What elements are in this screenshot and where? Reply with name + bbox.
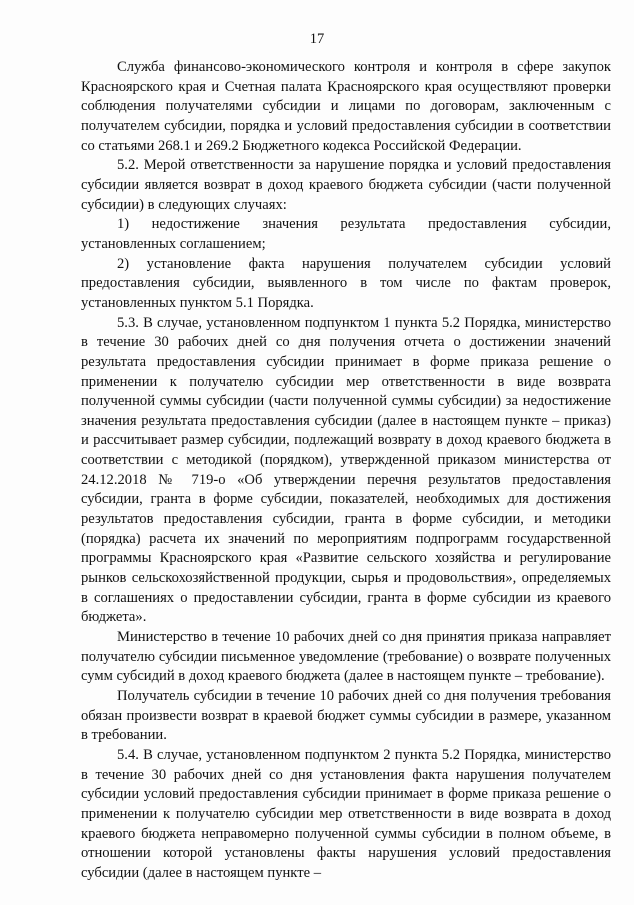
paragraph-5-2: 5.2. Мерой ответственности за нарушение порядка и условий предоставления субсидии является возврат в доход краевого бюджета субсидии (части полученной субсидии) в следующих случаях: [81,157,611,213]
paragraph-refund-deadline: Получатель субсидии в течение 10 рабочих дней со дня получения требования обязан произвести возврат в краевой бюджет суммы субсидии в размере, указанном в требовании. [81,688,611,744]
paragraph-5-2-item-1: 1) недостижение значения результата предоставления субсидии, установленных соглашением; [81,216,611,252]
document-body [81,58,611,884]
paragraph-5-4: 5.4. В случае, установленном подпунктом 2 пункта 5.2 Порядка, министерство в течение 30 рабочих дней со дня установления факта нарушения получателем субсидии условий предоставления субсидии принимает в форме приказа решение о применении к получателю субсидии мер ответственности в виде возврата в доход краевого бюджета неправомерно полученной суммы субсидии в полном объеме, в отношении которой установлены факты нарушения условий предоставления субсидии (далее в настоящем пункте – [81,746,611,881]
paragraph-5-3: 5.3. В случае, установленном подпунктом 1 пункта 5.2 Порядка, министерство в течение 30 рабочих дней со дня получения отчета о достижении значений результата предоставления субсидии принимает в форме приказа решение о применении к получателю субсидии мер ответственности в виде возврата полученной суммы субсидии (части полученной суммы субсидии) за недостижение значения результата предоставления субсидии (далее в настоящем пункте – приказ) и рассчитывает размер субсидии, подлежащий возврату в доход краевого бюджета в соответствии с методикой (порядком), утвержденной приказом министерства от 24.12.2018 № 719-о «Об утверждении перечня результатов предоставления субсидии, гранта в форме субсидии, показателей, необходимых для достижения результатов предоставления субсидии, гранта в форме субсидии, и методики (порядка) расчета их значений по мероприятиям подпрограмм государственной программы Красноярского края «Развитие сельского хозяйства и регулирование рынков сельскохозяйственной продукции, сырья и продовольствия», определяемых в соглашениях о предоставлении субсидии, гранта в форме субсидии из краевого бюджета». [81,314,611,626]
paragraph-control-bodies: Служба финансово-экономического контроля и контроля в сфере закупок Красноярского края и Счетная палата Красноярского края осуществляют проверки соблюдения получателями субсидии и лицами по договорам, заключенным с получателем субсидии, порядка и условий предоставления субсидии в соответствии со статьями 268.1 и 269.2 Бюджетного кодекса Российской Федерации. [81,59,611,154]
paragraph-notification: Министерство в течение 10 рабочих дней со дня принятия приказа направляет получателю субсидии письменное уведомление (требование) о возврате полученных сумм субсидий в доход краевого бюджета (далее в настоящем пункте – требование). [81,629,611,685]
paragraph-5-2-item-2: 2) установление факта нарушения получателем субсидии условий предоставления субсидии, выявленного в том числе по фактам проверок, установленных пунктом 5.1 Порядка. [81,255,611,311]
page-number: 17 [309,31,325,47]
